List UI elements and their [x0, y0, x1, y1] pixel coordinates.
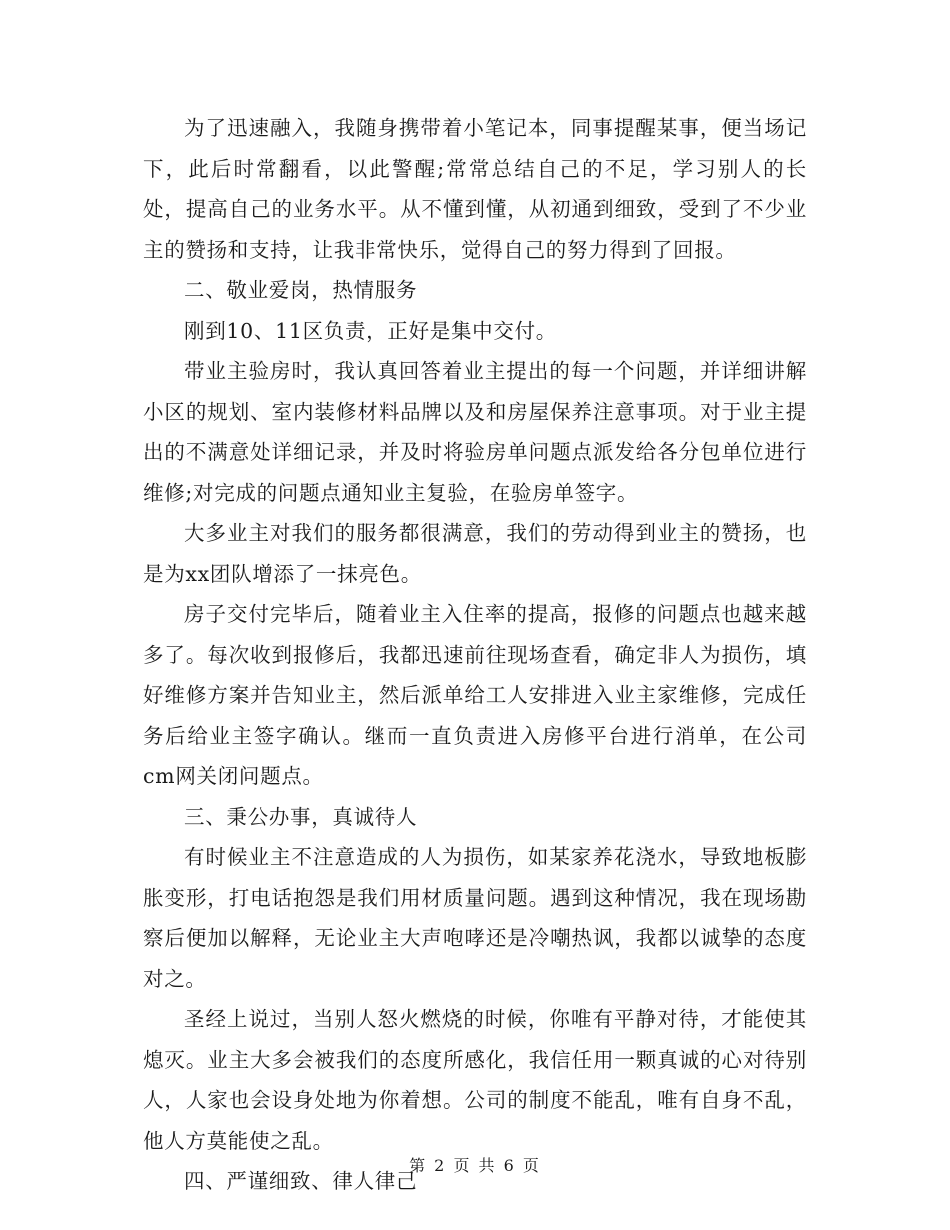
page-footer: 第 2 页 共 6 页	[409, 1156, 541, 1175]
paragraph: 有时候业主不注意造成的人为损伤，如某家养花浇水，导致地板膨胀变形，打电话抱怨是我们用材质量问题。遇到这种情况，我在现场勘察后便加以解释，无论业主大声咆哮还是冷嘲热讽，我都以诚挚的态度对之。	[143, 845, 807, 991]
section-heading-4: 四、严谨细致、律人律己	[184, 1169, 418, 1193]
document-body	[143, 108, 807, 1202]
paragraph: 圣经上说过，当别人怒火燃烧的时候，你唯有平静对待，才能使其熄灭。业主大多会被我们的态度所感化，我信任用一颗真诚的心对待别人，人家也会设身处地为你着想。公司的制度不能乱，唯有自身不乱，他人方莫能使之乱。	[143, 1007, 807, 1153]
paragraph: 房子交付完毕后，随着业主入住率的提高，报修的问题点也越来越多了。每次收到报修后，我都迅速前往现场查看，确定非人为损伤，填好维修方案并告知业主，然后派单给工人安排进入业主家维修，完成任务后给业主签字确认。继而一直负责进入房修平台进行消单，在公司cm网关闭问题点。	[143, 602, 807, 788]
paragraph: 大多业主对我们的服务都很满意，我们的劳动得到业主的赞扬，也是为xx团队增添了一抹亮色。	[143, 521, 807, 586]
section-heading-2: 二、敬业爱岗，热情服务	[184, 278, 418, 302]
paragraph-intro: 为了迅速融入，我随身携带着小笔记本，同事提醒某事，便当场记下，此后时常翻看，以此警醒;常常总结自己的不足，学习别人的长处，提高自己的业务水平。从不懂到懂，从初通到细致，受到了不少业主的赞扬和支持，让我非常快乐，觉得自己的努力得到了回报。	[143, 116, 807, 262]
paragraph: 带业主验房时，我认真回答着业主提出的每一个问题，并详细讲解小区的规划、室内装修材料品牌以及和房屋保养注意事项。对于业主提出的不满意处详细记录，并及时将验房单问题点派发给各分包单位进行维修;对完成的问题点通知业主复验，在验房单签字。	[143, 359, 807, 505]
section-heading-3: 三、秉公办事，真诚待人	[184, 804, 418, 829]
paragraph: 刚到10、11区负责，正好是集中交付。	[184, 318, 557, 343]
